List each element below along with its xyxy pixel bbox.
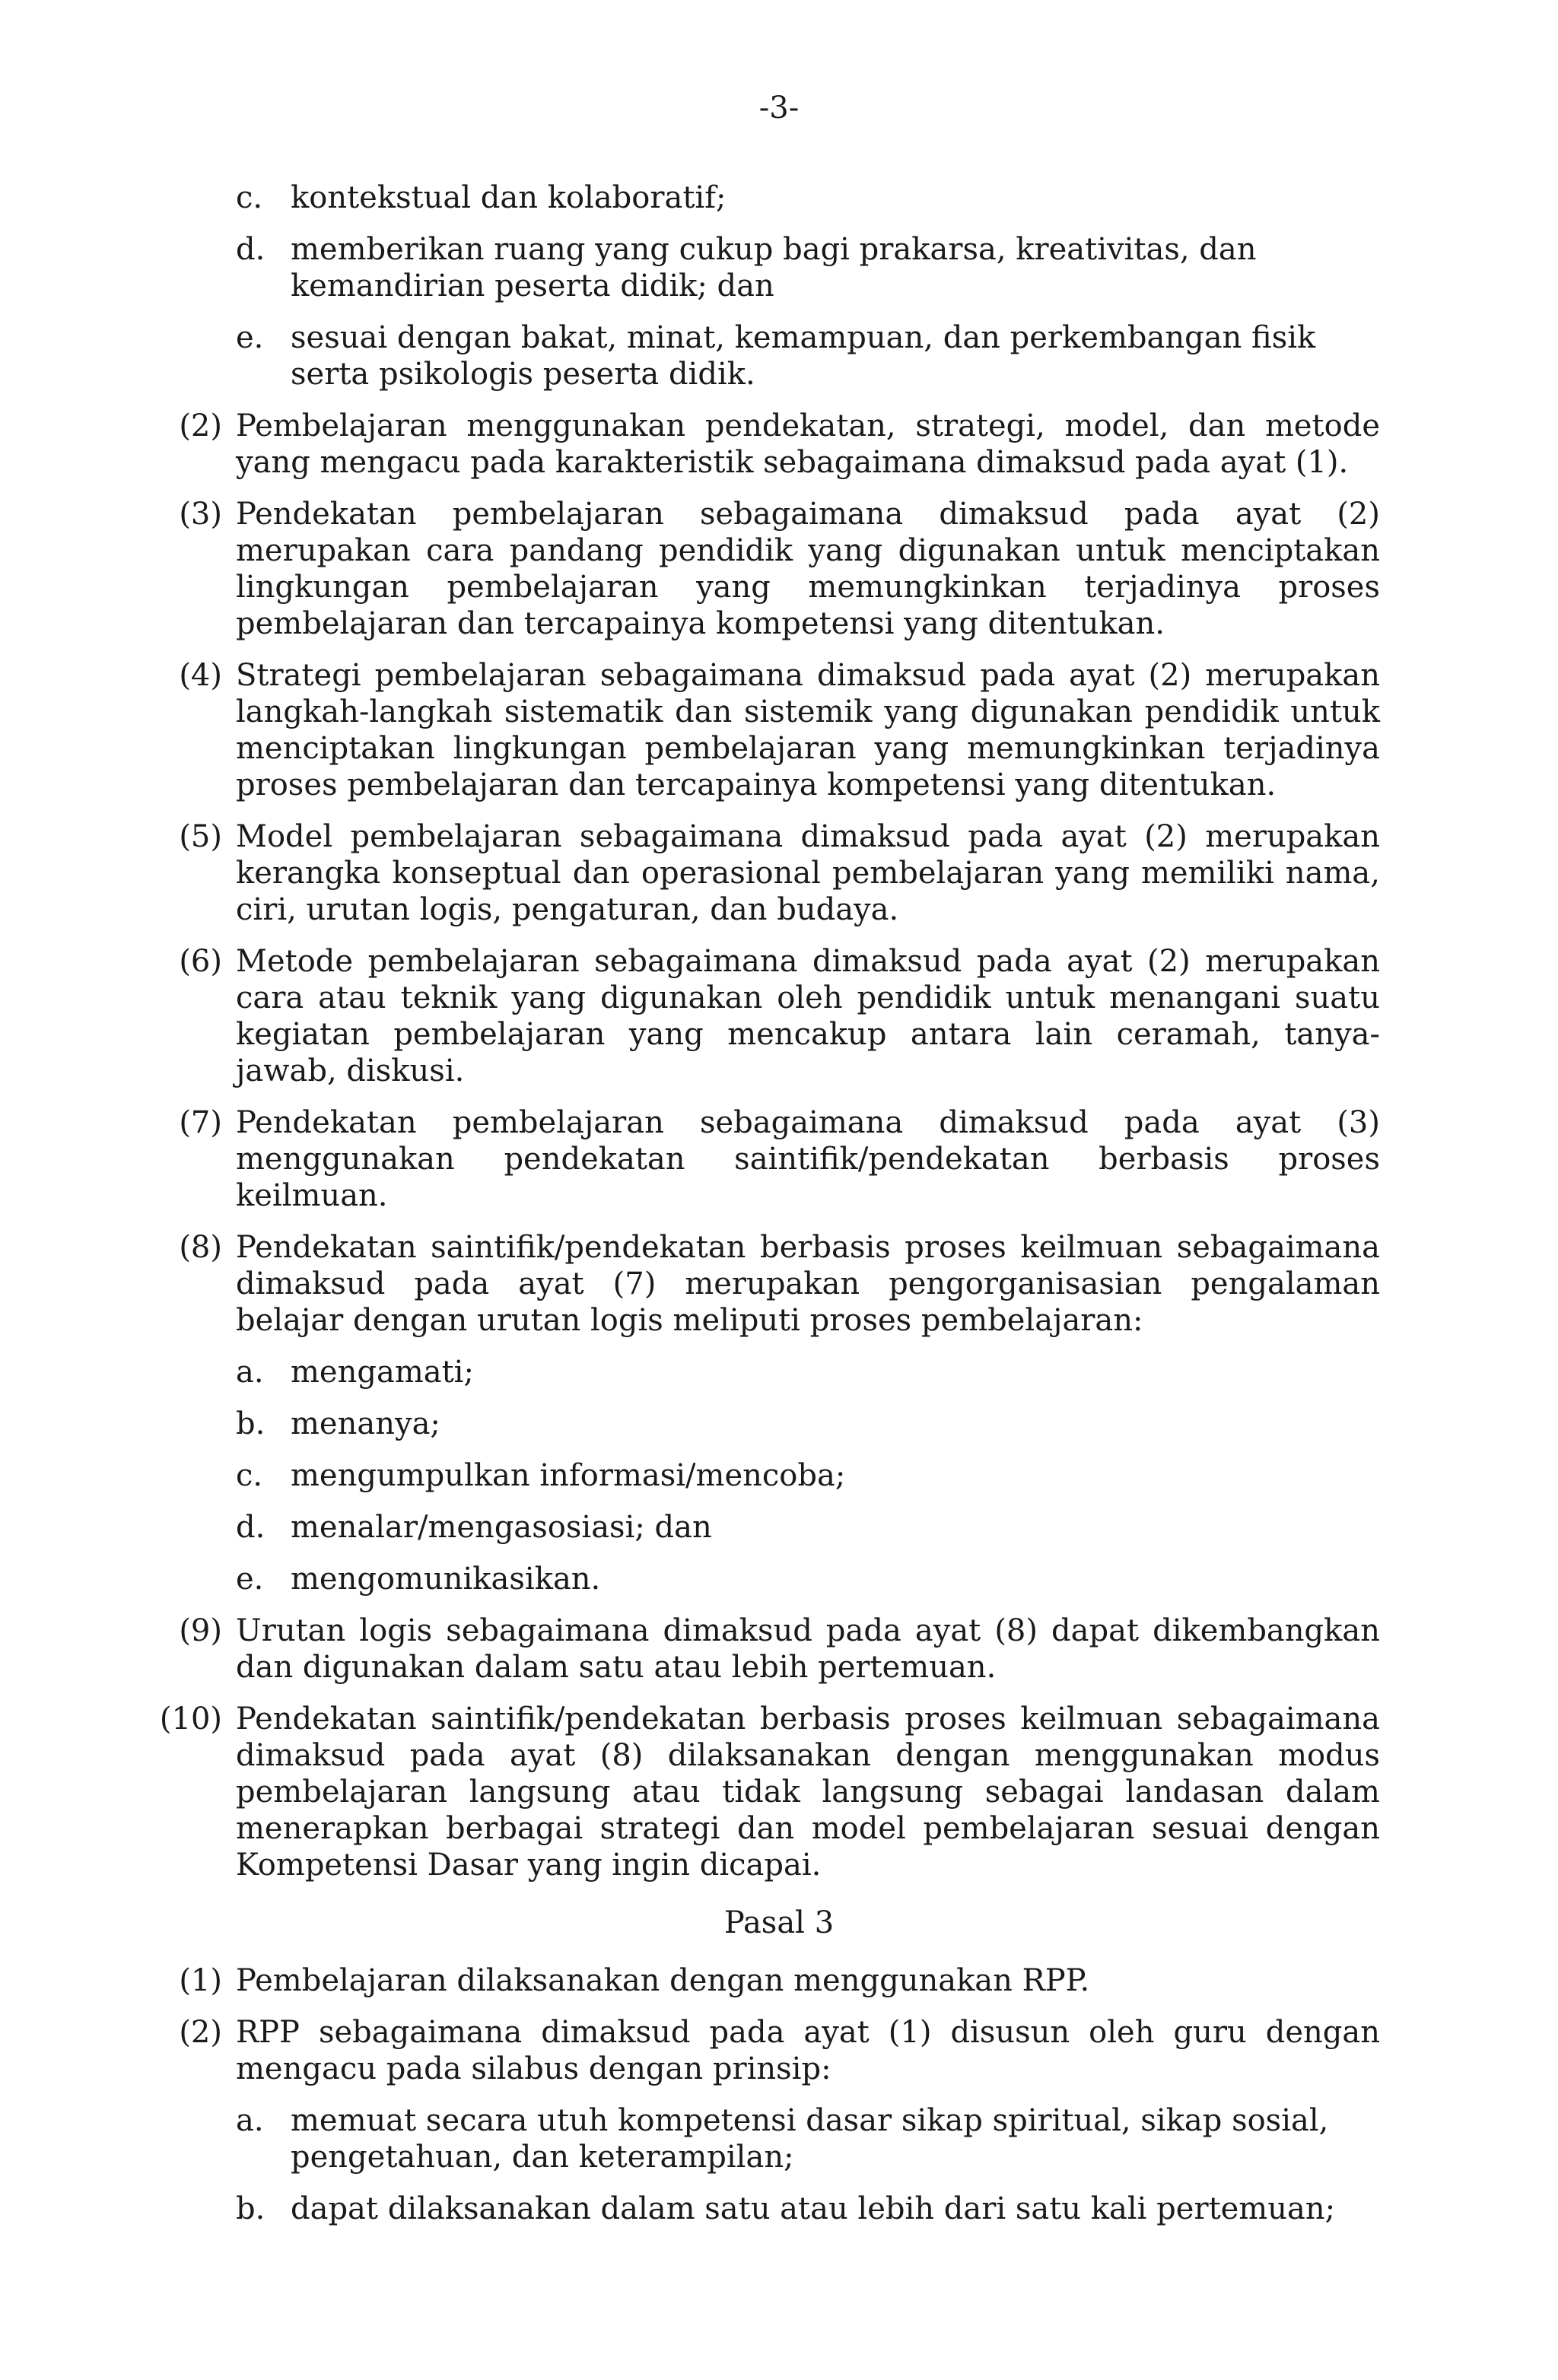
list-item-letter: b. [236,2191,265,2226]
ayat-paragraph [0,657,1558,803]
ayat-paragraph [0,496,1558,642]
ayat-paragraph [0,943,1558,1089]
ayat-text: Pendekatan saintifik/pendekatan berbasis proses keilmuan sebagaimana dimaksud pada ayat (7) merupakan pengorganisasian pengalaman belajar dengan urutan logis meliputi proses pembelajaran: [236,1230,1380,1338]
ayat-text: Metode pembelajaran sebagaimana dimaksud pada ayat (2) merupakan cara atau teknik yang digunakan oleh pendidik untuk menangani suatu kegiatan pembelajaran yang mencakup antara lain ceramah, tanya-jawab, diskusi. [236,944,1380,1088]
list-item-text: dapat dilaksanakan dalam satu atau lebih dari satu kali pertemuan; [291,2191,1336,2226]
list-item-text: sesuai dengan bakat, minat, kemampuan, dan perkembangan fisik serta psikologis peserta didik. [291,320,1316,392]
section-heading: Pasal 3 [723,1905,835,1940]
ayat-number: (6) [179,944,222,979]
list-item-text: mengomunikasikan. [291,1562,601,1597]
list-item [0,231,1558,304]
page-number: -3- [758,91,800,126]
ayat-text: Model pembelajaran sebagaimana dimaksud pada ayat (2) merupakan kerangka konseptual dan operasional pembelajaran yang memiliki nama, ciri, urutan logis, pengaturan, dan budaya. [236,819,1380,927]
list-item [0,2191,1558,2227]
ayat-paragraph [0,1613,1558,1686]
list-item-letter: d. [236,232,265,267]
ayat-number: (1) [179,1963,222,1998]
list-item-text: menanya; [291,1406,440,1441]
ayat-paragraph [0,818,1558,928]
ayat-number: (10) [159,1702,222,1737]
list-item-text: kontekstual dan kolaboratif; [291,180,727,215]
ayat-number: (4) [179,658,222,693]
list-item-letter: c. [236,1458,263,1493]
list-item [0,1406,1558,1442]
ayat-text: Pembelajaran menggunakan pendekatan, strategi, model, dan metode yang mengacu pada karakteristik sebagaimana dimaksud pada ayat (1). [236,408,1380,480]
ayat-number: (8) [179,1230,222,1265]
list-item-letter: a. [236,1355,264,1390]
ayat-number: (5) [179,819,222,854]
ayat-text: Pendekatan pembelajaran sebagaimana dimaksud pada ayat (2) merupakan cara pandang pendidik yang digunakan untuk menciptakan lingkungan pembelajaran yang memungkinkan terjadinya proses pembelajaran dan tercapainya kompetensi yang ditentukan. [236,497,1380,641]
ayat-number: (3) [179,497,222,532]
list-item-letter: e. [236,320,264,355]
list-item [0,1457,1558,1494]
ayat-text: Urutan logis sebagaimana dimaksud pada ayat (8) dapat dikembangkan dan digunakan dalam satu atau lebih pertemuan. [236,1613,1380,1685]
ayat-number: (2) [179,408,222,443]
list-item [0,180,1558,216]
ayat-text: Pendekatan saintifik/pendekatan berbasis proses keilmuan sebagaimana dimaksud pada ayat (8) dilaksanakan dengan menggunakan modus pembelajaran langsung atau tidak langsung sebagai landasan dalam menerapkan berbagai strategi dan model pembelajaran sesuai dengan Kompetensi Dasar yang ingin dicapai. [236,1702,1380,1883]
ayat-number: (7) [179,1105,222,1140]
ayat-paragraph [0,1104,1558,1214]
ayat-text: Pendekatan pembelajaran sebagaimana dimaksud pada ayat (3) menggunakan pendekatan saintifik/pendekatan berbasis proses keilmuan. [236,1105,1380,1213]
ayat-number: (2) [179,2015,222,2050]
list-item-text: mengamati; [291,1355,474,1390]
ayat-text: Strategi pembelajaran sebagaimana dimaksud pada ayat (2) merupakan langkah-langkah sistematik dan sistemik yang digunakan pendidik untuk menciptakan lingkungan pembelajaran yang memungkinkan terjadinya proses pembelajaran dan tercapainya kompetensi yang ditentukan. [236,658,1380,802]
list-item [0,2102,1558,2175]
list-item [0,1354,1558,1390]
ayat-paragraph [0,408,1558,481]
document-body [0,180,1558,2242]
list-item [0,1509,1558,1546]
ayat-text: Pembelajaran dilaksanakan dengan menggunakan RPP. [236,1963,1090,1998]
list-item-text: menalar/mengasosiasi; dan [291,1510,712,1545]
list-item-text: memberikan ruang yang cukup bagi prakarsa, kreativitas, dan kemandirian peserta didik; dan [291,232,1257,303]
list-item-text: memuat secara utuh kompetensi dasar sikap spiritual, sikap sosial, pengetahuan, dan keterampilan; [291,2103,1329,2175]
list-item-letter: d. [236,1510,265,1545]
list-item [0,1561,1558,1597]
ayat-paragraph [0,2014,1558,2087]
list-item-text: mengumpulkan informasi/mencoba; [291,1458,846,1493]
ayat-paragraph [0,1701,1558,1883]
list-item [0,319,1558,392]
ayat-paragraph [0,1962,1558,1999]
ayat-text: RPP sebagaimana dimaksud pada ayat (1) disusun oleh guru dengan mengacu pada silabus dengan prinsip: [236,2015,1380,2086]
list-item-letter: e. [236,1562,264,1597]
ayat-paragraph [0,1229,1558,1339]
ayat-number: (9) [179,1613,222,1648]
list-item-letter: a. [236,2103,264,2138]
list-item-letter: b. [236,1406,265,1441]
list-item-letter: c. [236,180,263,215]
